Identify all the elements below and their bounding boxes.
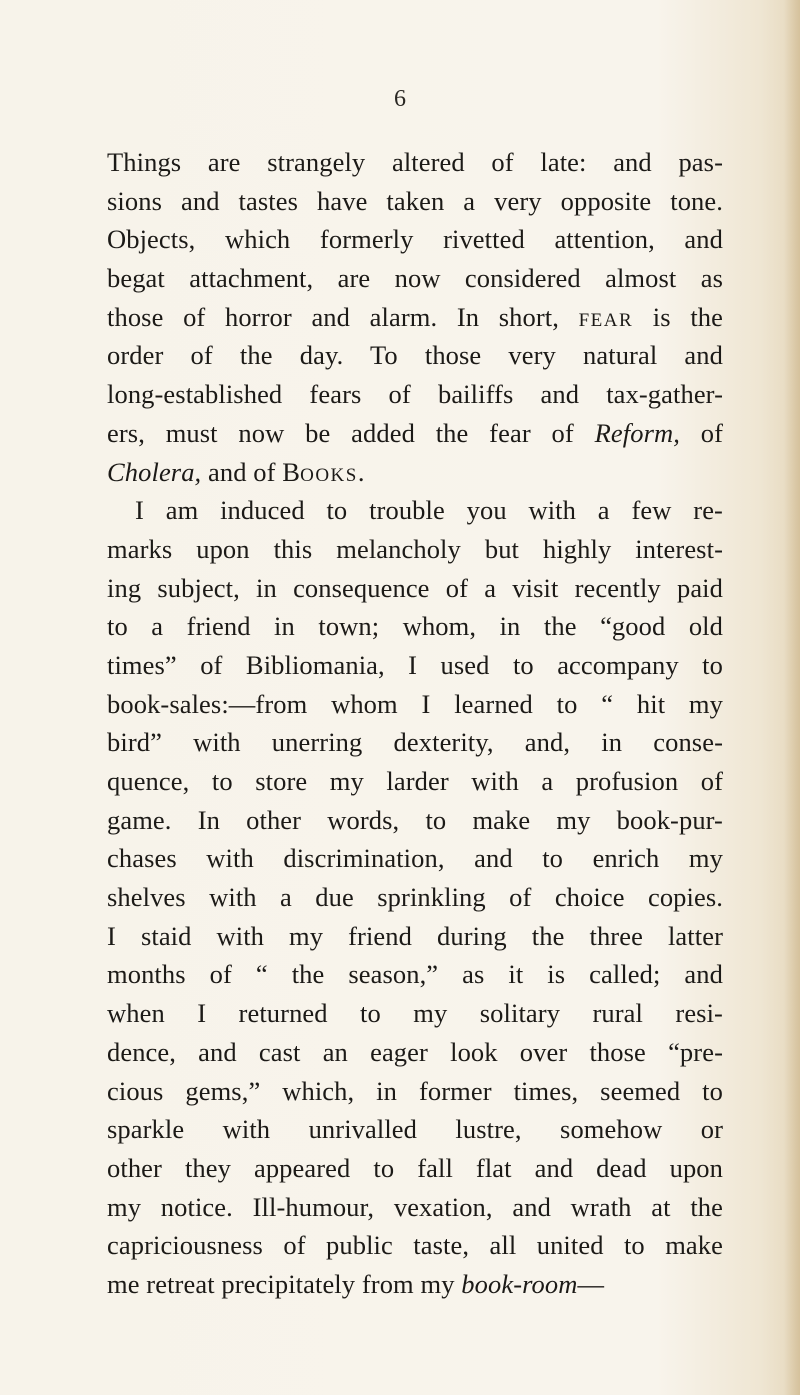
text-line [107, 878, 723, 917]
text-segment: me retreat precipitately from my [107, 1268, 462, 1299]
text-line [107, 143, 723, 182]
text-segment: to a friend in town; whom, in the “good old [107, 611, 723, 642]
text-line [107, 182, 723, 221]
text-segment: sions and tastes have taken a very opposite tone. [107, 185, 723, 216]
text-segment: capriciousness of public taste, all united to make [107, 1230, 723, 1261]
paragraph [107, 143, 723, 491]
text-segment: Objects, which formerly rivetted attention, and [107, 224, 723, 255]
text-line [107, 646, 723, 685]
text-line [107, 1110, 723, 1149]
text-segment: . [357, 456, 365, 487]
text-line [107, 1226, 723, 1265]
text-segment: of [679, 417, 724, 448]
text-line [107, 259, 723, 298]
text-line [107, 607, 723, 646]
text-line [107, 685, 723, 724]
text-line [107, 414, 723, 453]
text-line [107, 955, 723, 994]
text-line [107, 723, 723, 762]
text-segment: ers, must now be added the fear of [107, 417, 595, 448]
text-segment: those of horror and alarm. In short, [107, 301, 579, 332]
page-edge-shadow [784, 0, 800, 1395]
text-segment: months of “ the season,” as it is called; and [107, 959, 723, 990]
text-segment: sparkle with unrivalled lustre, somehow or [107, 1114, 723, 1145]
text-segment: is the [633, 301, 723, 332]
text-line [107, 994, 723, 1033]
text-segment: bird” with unerring dexterity, and, in conse- [107, 727, 723, 758]
text-line [107, 491, 723, 530]
text-segment: Reform, [594, 417, 680, 448]
text-segment: shelves with a due sprinkling of choice copies. [107, 882, 723, 913]
page-number: 6 [394, 86, 406, 112]
text-segment: game. In other words, to make my book-pur- [107, 804, 723, 835]
text-line [107, 1033, 723, 1072]
text-line [107, 453, 723, 492]
text-segment: marks upon this melancholy but highly interest- [107, 533, 723, 564]
text-segment: my notice. Ill-humour, vexation, and wrath at the [107, 1191, 723, 1222]
text-line [107, 917, 723, 956]
text-line [107, 336, 723, 375]
text-segment: Things are strangely altered of late: and pas- [107, 147, 723, 177]
text-line [107, 1188, 723, 1227]
text-segment: dence, and cast an eager look over those “pre- [107, 1036, 723, 1067]
text-segment: I am induced to trouble you with a few re- [135, 495, 723, 526]
text-segment: book-sales:—from whom I learned to “ hit my [107, 688, 723, 719]
text-line [107, 530, 723, 569]
text-segment: fear [578, 301, 634, 332]
text-segment: times” of Bibliomania, I used to accompany to [107, 649, 723, 680]
text-segment: begat attachment, are now considered almost as [107, 263, 723, 294]
body-text [107, 143, 723, 1304]
text-line [107, 1149, 723, 1188]
text-segment: chases with discrimination, and to enrich my [107, 843, 723, 874]
text-segment: other they appeared to fall flat and dead upon [107, 1152, 723, 1183]
text-line [107, 569, 723, 608]
text-line [107, 1265, 723, 1304]
text-segment: book-room [461, 1268, 578, 1299]
text-segment: I staid with my friend during the three latter [107, 920, 723, 951]
text-segment: and of B [201, 456, 301, 487]
text-segment: ooks [300, 456, 358, 487]
paragraph [107, 491, 723, 1303]
text-line [107, 839, 723, 878]
text-segment: — [577, 1268, 605, 1299]
text-segment: Cholera, [107, 456, 202, 487]
text-line [107, 375, 723, 414]
text-segment: long-established fears of bailiffs and tax-gather- [107, 379, 723, 410]
text-segment: ing subject, in consequence of a visit recently paid [107, 572, 723, 603]
text-line [107, 298, 723, 337]
text-line [107, 1072, 723, 1111]
text-line [107, 801, 723, 840]
text-segment: order of the day. To those very natural and [107, 340, 723, 371]
text-segment: cious gems,” which, in former times, seemed to [107, 1075, 723, 1106]
text-line [107, 762, 723, 801]
text-segment: when I returned to my solitary rural resi- [107, 998, 723, 1029]
text-line [107, 220, 723, 259]
text-segment: quence, to store my larder with a profusion of [107, 766, 723, 796]
